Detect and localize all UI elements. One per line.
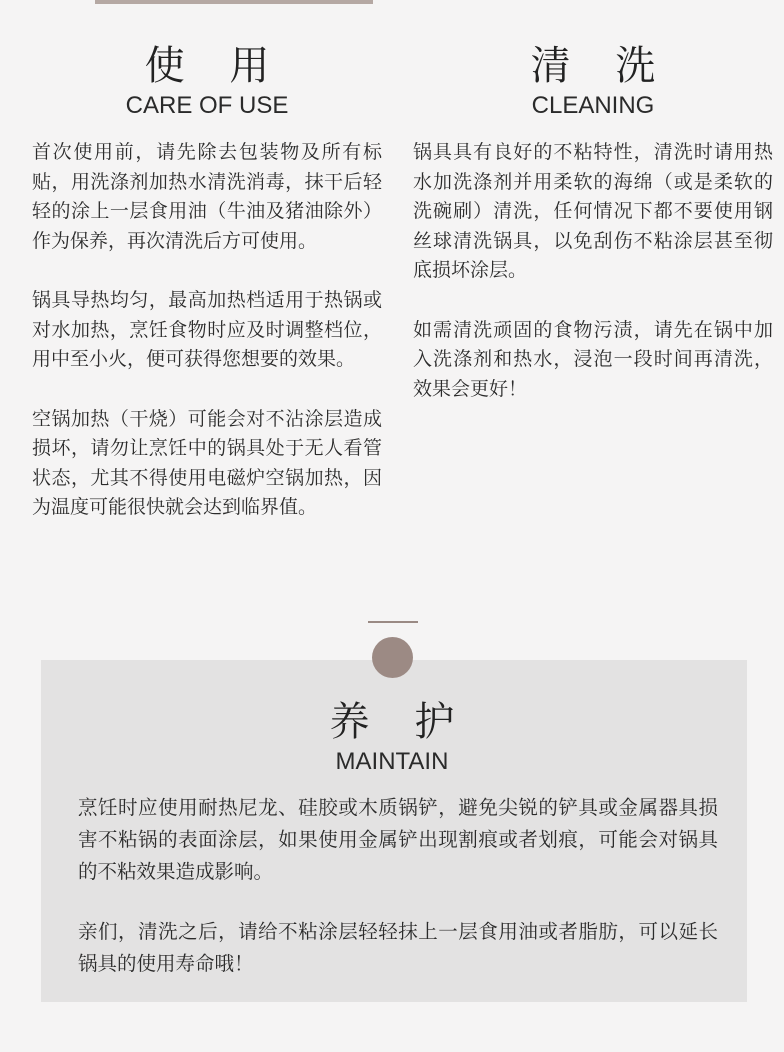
care-paragraph: 锅具导热均匀，最高加热档适用于热锅或对水加热，烹饪食物时应及时调整档位，用中至小火，便可获得您想要的效果。 — [32, 289, 382, 370]
care-title-zh: 使 用 — [144, 43, 286, 89]
cleaning-paragraph: 如需清洗顽固的食物污渍，请先在锅中加入洗涤剂和热水，浸泡一段时间再清洗，效果会更好！ — [413, 318, 773, 400]
maintain-body — [78, 792, 718, 980]
circle-ornament — [372, 637, 413, 678]
maintain-title-en: MAINTAIN — [335, 748, 449, 775]
care-of-use-heading — [32, 40, 382, 120]
cleaning-title-en: CLEANING — [531, 92, 655, 119]
care-title-en: CARE OF USE — [125, 92, 289, 119]
maintain-paragraph: 烹饪时应使用耐热尼龙、硅胶或木质锅铲，避免尖锐的铲具或金属器具损害不粘锅的表面涂层，如果使用金属铲出现割痕或者划痕，可能会对锅具的不粘效果造成影响。 — [78, 796, 718, 883]
cleaning-paragraph: 锅具具有良好的不粘特性，清洗时请用热水加洗涤剂并用柔软的海绵（或是柔软的洗碗刷）清洗，任何情况下都不要使用钢丝球清洗锅具，以免刮伤不粘涂层甚至彻底损坏涂层。 — [413, 141, 773, 281]
cleaning-heading — [413, 40, 773, 120]
cleaning-section — [413, 40, 773, 404]
cleaning-body — [413, 138, 773, 404]
maintain-heading — [0, 696, 784, 776]
care-paragraph: 空锅加热（干烧）可能会对不沾涂层造成损坏，请勿让烹饪中的锅具处于无人看管状态，尤其不得使用电磁炉空锅加热，因为温度可能很快就会达到临界值。 — [32, 407, 382, 518]
care-of-use-section — [32, 40, 382, 523]
maintain-title-zh: 养 护 — [329, 699, 471, 745]
section-divider — [368, 621, 418, 623]
care-body — [32, 138, 382, 523]
cleaning-title-zh: 清 洗 — [530, 43, 672, 89]
care-paragraph: 首次使用前，请先除去包装物及所有标贴，用洗涤剂加热水清洗消毒，抹干后轻轻的涂上一层食用油（牛油及猪油除外）作为保养，再次清洗后方可使用。 — [32, 141, 382, 252]
maintain-paragraph: 亲们，清洗之后，请给不粘涂层轻轻抹上一层食用油或者脂肪，可以延长锅具的使用寿命哦！ — [78, 920, 718, 975]
top-decor-strip — [95, 0, 373, 4]
